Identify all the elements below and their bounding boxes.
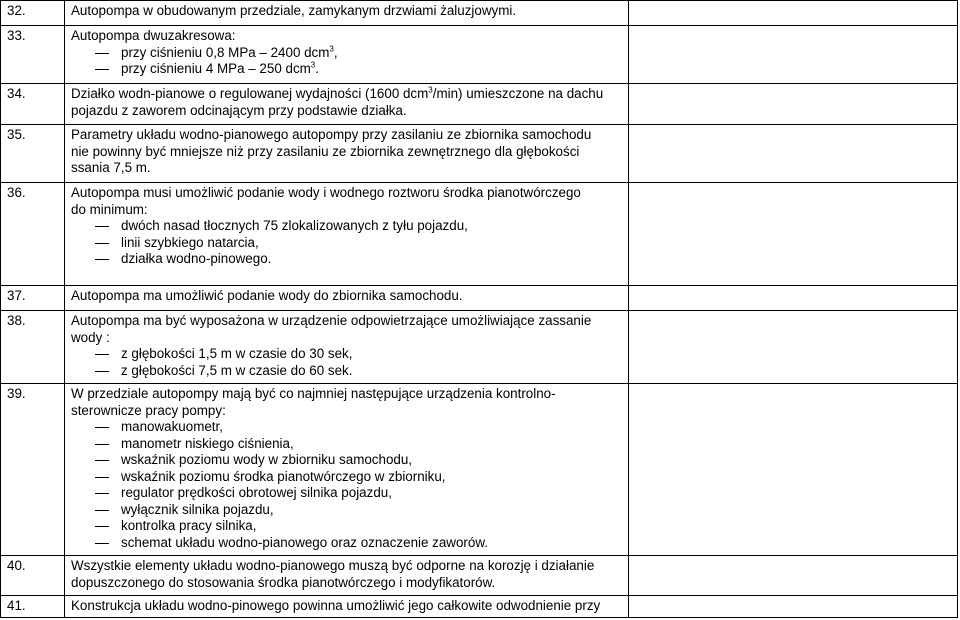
text-line: dopuszczonego do stosowania środka pianotwórczego i modyfikatorów. bbox=[71, 574, 496, 590]
row-number: 34. bbox=[1, 84, 65, 125]
text-line: do minimum: bbox=[71, 201, 148, 217]
list-item: wskaźnik poziomu wody w zbiorniku samochodu, bbox=[71, 452, 624, 469]
text-line: Autopompa w obudowanym przedziale, zamykanym drzwiami żaluzjowymi. bbox=[71, 3, 517, 18]
list-item: działka wodno-pinowego. bbox=[71, 251, 624, 268]
row-text bbox=[65, 596, 629, 618]
table-row bbox=[1, 183, 958, 286]
list-item: kontrolka pracy silnika, bbox=[71, 518, 624, 535]
row-text bbox=[65, 556, 629, 596]
text-line: pojazdu z zaworem odcinającym przy podstawie działka. bbox=[71, 102, 407, 118]
list-item: dwóch nasad tłocznych 75 zlokalizowanych z tyłu pojazdu, bbox=[71, 218, 624, 235]
list-item: wyłącznik silnika pojazdu, bbox=[71, 502, 624, 519]
table-row bbox=[1, 125, 958, 183]
empty-cell bbox=[629, 286, 958, 311]
row-number: 32. bbox=[1, 1, 65, 26]
row-text bbox=[65, 183, 629, 286]
row-number: 37. bbox=[1, 286, 65, 311]
row-text bbox=[65, 286, 629, 311]
row-number: 36. bbox=[1, 183, 65, 286]
text-line: Parametry układu wodno-pianowego autopompy przy zasilaniu ze zbiornika samochodu bbox=[71, 127, 592, 142]
row-text bbox=[65, 26, 629, 84]
empty-cell bbox=[629, 183, 958, 286]
list-item: przy ciśnieniu 4 MPa – 250 dcm$^3$. bbox=[71, 61, 624, 78]
row-number: 39. bbox=[1, 384, 65, 556]
bullet-list bbox=[71, 45, 624, 78]
bullet-list bbox=[71, 346, 624, 379]
empty-cell bbox=[629, 556, 958, 596]
list-item: linii szybkiego natarcia, bbox=[71, 235, 624, 252]
row-number: 40. bbox=[1, 556, 65, 596]
table-row bbox=[1, 1, 958, 26]
table-row bbox=[1, 596, 958, 618]
row-number: 38. bbox=[1, 311, 65, 384]
bullet-list bbox=[71, 218, 624, 268]
empty-cell bbox=[629, 1, 958, 26]
text-line: Autopompa musi umożliwić podanie wody i wodnego roztworu środka pianotwórczego bbox=[71, 185, 581, 200]
list-item: manometr niskiego ciśnienia, bbox=[71, 436, 624, 453]
list-item: wskaźnik poziomu środka pianotwórczego w zbiorniku, bbox=[71, 469, 624, 486]
list-item: regulator prędkości obrotowej silnika pojazdu, bbox=[71, 485, 624, 502]
empty-cell bbox=[629, 84, 958, 125]
text-line: sterownicze pracy pompy: bbox=[71, 402, 226, 418]
list-item: przy ciśnieniu 0,8 MPa – 2400 dcm$^3$, bbox=[71, 45, 624, 62]
empty-cell bbox=[629, 26, 958, 84]
empty-cell bbox=[629, 125, 958, 183]
text-line: Konstrukcja układu wodno-pinowego powinna umożliwić jego całkowite odwodnienie przy bbox=[71, 598, 601, 613]
row-text bbox=[65, 84, 629, 125]
row-text bbox=[65, 1, 629, 26]
table-row bbox=[1, 384, 958, 556]
list-item: manowakuometr, bbox=[71, 419, 624, 436]
row-text bbox=[65, 125, 629, 183]
text-line: Autopompa ma być wyposażona w urządzenie odpowietrzające umożliwiające zassanie bbox=[71, 313, 592, 328]
table-row bbox=[1, 556, 958, 596]
empty-cell bbox=[629, 596, 958, 618]
table-row bbox=[1, 26, 958, 84]
list-item: z głębokości 7,5 m w czasie do 60 sek. bbox=[71, 363, 624, 380]
text-line: ssania 7,5 m. bbox=[71, 160, 151, 175]
text-line: Działko wodn-pianowe o regulowanej wydajności (1600 dcm$^3$/min) umieszczone na dachu bbox=[71, 85, 604, 101]
text-line: wody : bbox=[71, 329, 110, 345]
text-line: nie powinny być mniejsze niż przy zasilaniu ze zbiornika zewnętrznego dla głębokości bbox=[71, 143, 580, 159]
row-number: 35. bbox=[1, 125, 65, 183]
empty-cell bbox=[629, 384, 958, 556]
row-number: 41. bbox=[1, 596, 65, 618]
row-number: 33. bbox=[1, 26, 65, 84]
table-row bbox=[1, 286, 958, 311]
bullet-list bbox=[71, 419, 624, 551]
text-line: Autopompa ma umożliwić podanie wody do zbiornika samochodu. bbox=[71, 288, 463, 303]
table-row bbox=[1, 311, 958, 384]
table-row bbox=[1, 84, 958, 125]
row-text bbox=[65, 384, 629, 556]
text-line: Wszystkie elementy układu wodno-pianowego muszą być odporne na korozję i działanie bbox=[71, 558, 595, 573]
list-item: schemat układu wodno-pianowego oraz oznaczenie zaworów. bbox=[71, 535, 624, 552]
text-line: W przedziale autopompy mają być co najmniej następujące urządzenia kontrolno- bbox=[71, 386, 556, 401]
list-item: z głębokości 1,5 m w czasie do 30 sek, bbox=[71, 346, 624, 363]
empty-cell bbox=[629, 311, 958, 384]
text-line: Autopompa dwuzakresowa: bbox=[71, 28, 236, 43]
row-text bbox=[65, 311, 629, 384]
